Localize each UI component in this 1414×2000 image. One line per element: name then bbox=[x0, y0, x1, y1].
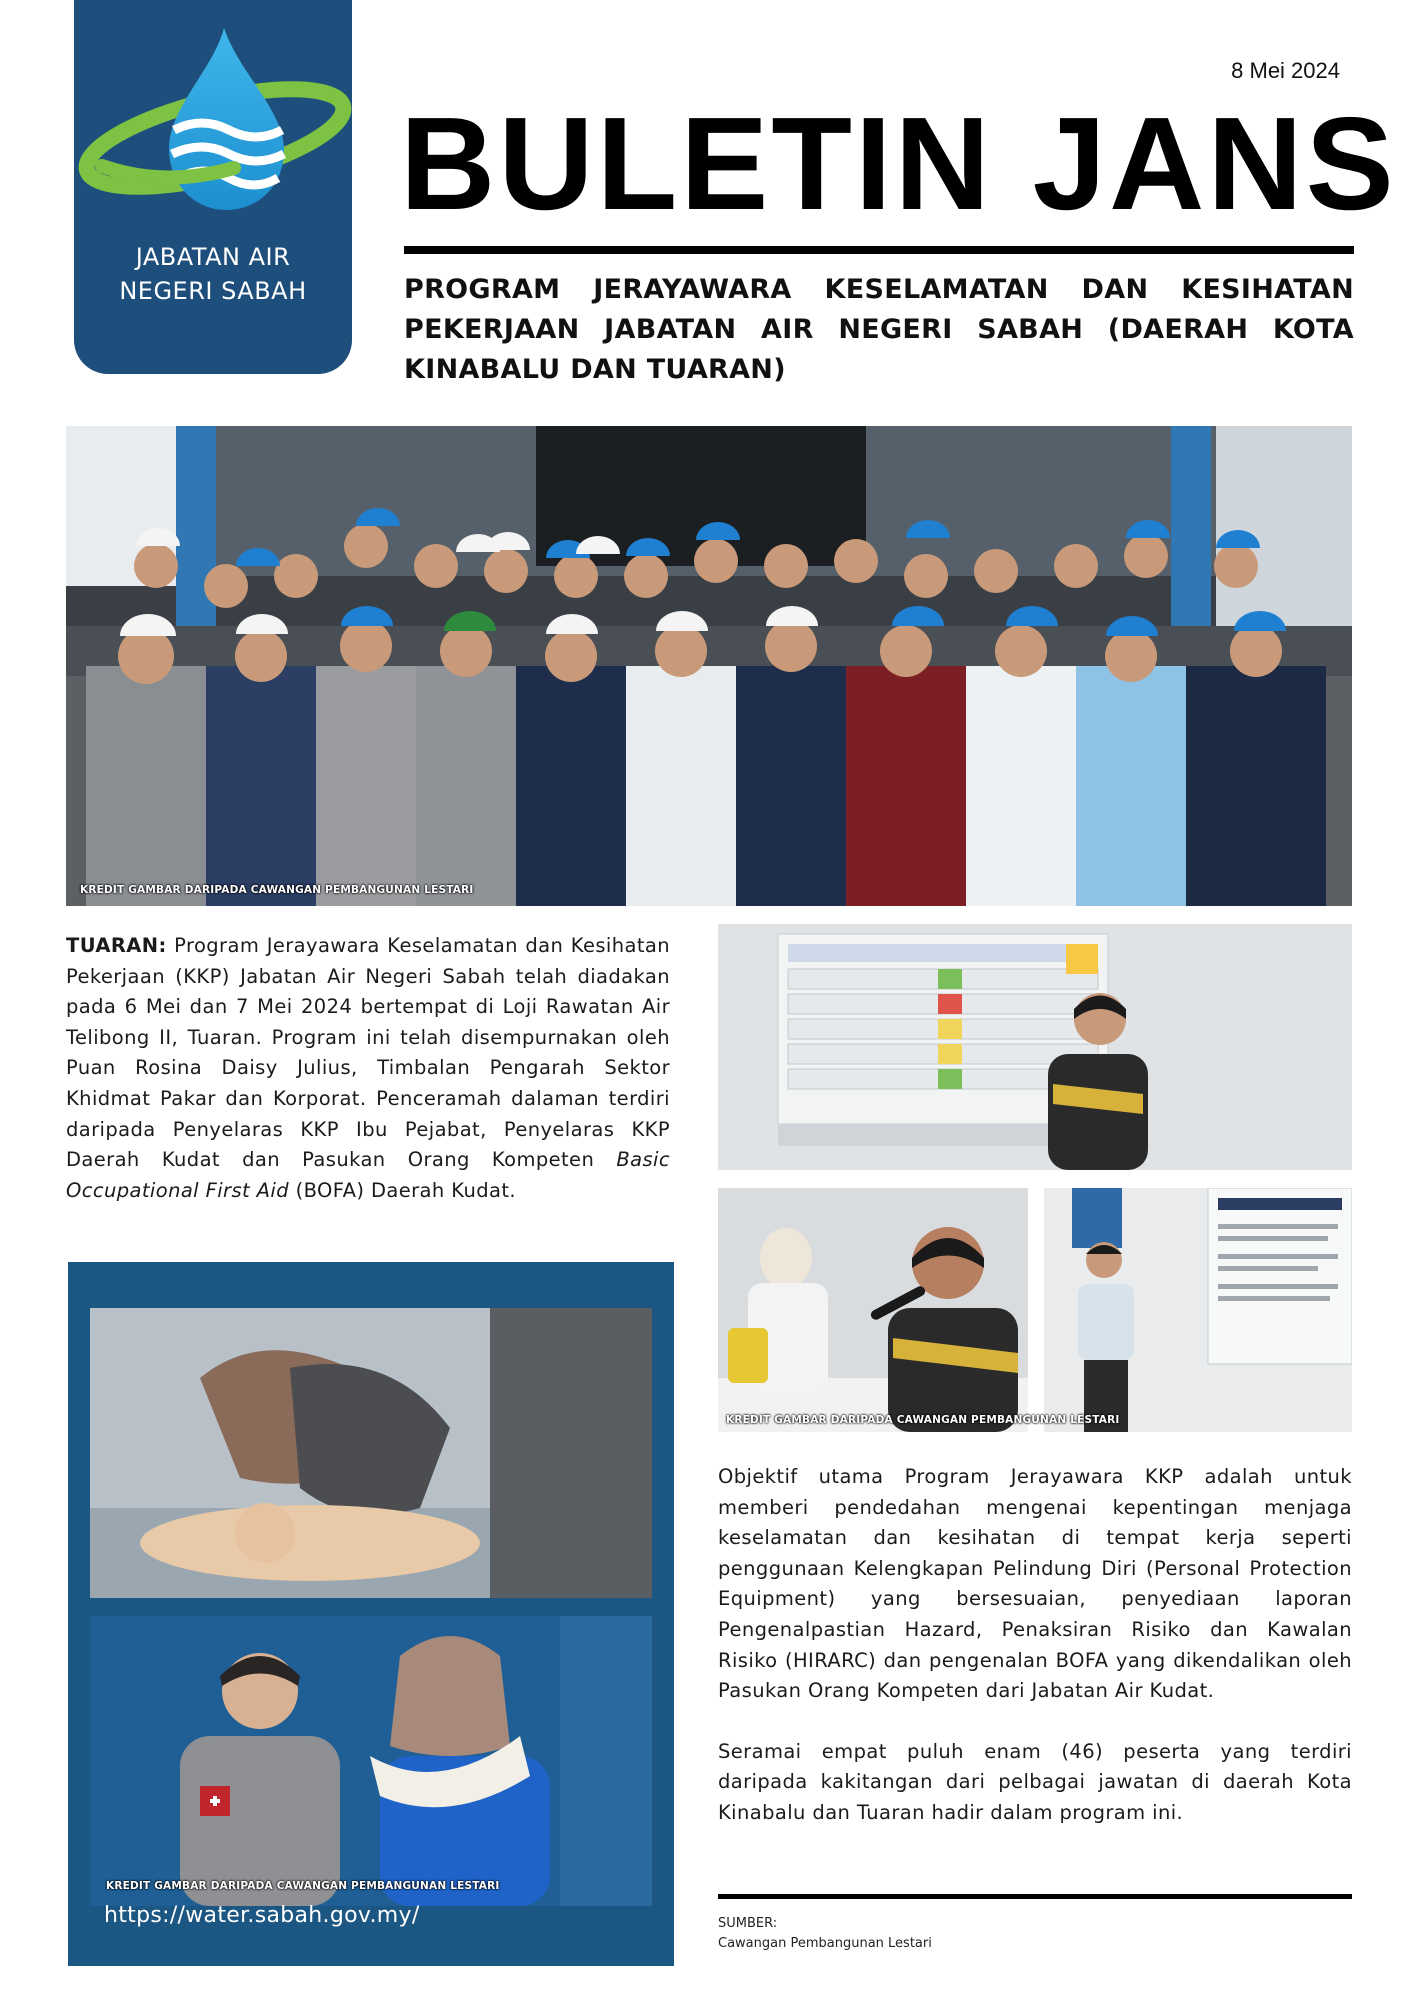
article-intro-text: Program Jerayawara Keselamatan dan Kesihatan Pekerjaan (KKP) Jabatan Air Negeri Sabah telah diadakan pada 6 Mei dan 7 Mei 2024 bertempat di Loji Rawatan Air Telibong II, Tuaran. Program ini telah disempurnakan oleh Puan Rosina Daisy Julius, Timbalan Pengarah Sektor Khidmat Pakar dan Korporat. Penceramah dalaman terdiri daripada Penyelaras KKP Ibu Pejabat, Penyelaras KKP Daerah Kudat dan Pasukan Orang Kompeten bbox=[66, 934, 670, 1172]
website-link[interactable]: https://water.sabah.gov.my/ bbox=[104, 1903, 420, 1928]
article-objective-paragraph: Objektif utama Program Jerayawara KKP adalah untuk memberi pendedahan mengenai kepentingan menjaga keselamatan dan kesihatan di tempat kerja seperti penggunaan Kelengkapan Pelindung Diri (Personal Protection Equipment) yang bersesuaian, penyediaan laporan Pengenalpastian Hazard, Penaksiran Risiko dan Kawalan Risiko (HIRARC) dan pengenalan BOFA yang dikendalikan oleh Pasukan Orang Kompeten dari Jabatan Air Kudat. bbox=[718, 1465, 1352, 1703]
water-drop-logo-icon bbox=[74, 18, 352, 238]
agency-logo bbox=[74, 0, 352, 374]
masthead-title: BULETIN JANS bbox=[400, 90, 1397, 237]
agency-name-line2: NEGERI SABAH bbox=[119, 277, 307, 305]
article-intro-text-end: (BOFA) Daerah Kudat. bbox=[289, 1178, 516, 1202]
article-headline: PROGRAM JERAYAWARA KESELAMATAN DAN KESIHATAN PEKERJAAN JABATAN AIR NEGERI SABAH (DAERAH KOTA KINABALU DAN TUARAN) bbox=[404, 274, 1354, 385]
source-divider bbox=[718, 1894, 1352, 1899]
group-photo bbox=[66, 426, 1352, 906]
article-intro bbox=[66, 931, 670, 1206]
source-value: Cawangan Pembangunan Lestari bbox=[718, 1936, 932, 1951]
bandage-training-photo bbox=[90, 1616, 652, 1906]
photo-credit: KREDIT GAMBAR DARIPADA CAWANGAN PEMBANGUNAN LESTARI bbox=[80, 884, 474, 896]
article-intro-italic: Basic Occupational First Aid bbox=[66, 1148, 670, 1202]
speaker-presentation-photo bbox=[718, 924, 1352, 1170]
masthead-divider bbox=[404, 246, 1354, 254]
agency-name bbox=[74, 240, 352, 308]
source-label: SUMBER: bbox=[718, 1916, 778, 1931]
issue-date: 8 Mei 2024 bbox=[1231, 58, 1340, 83]
photo-credit: KREDIT GAMBAR DARIPADA CAWANGAN PEMBANGUNAN LESTARI bbox=[106, 1880, 500, 1892]
agency-name-line1: JABATAN AIR bbox=[135, 243, 291, 271]
cpr-training-photo bbox=[90, 1308, 652, 1598]
article-body bbox=[718, 1462, 1352, 1859]
photo-credit: KREDIT GAMBAR DARIPADA CAWANGAN PEMBANGUNAN LESTARI bbox=[726, 1414, 1120, 1426]
article-participants-paragraph: Seramai empat puluh enam (46) peserta yang terdiri daripada kakitangan dari pelbagai jawatan di daerah Kota Kinabalu dan Tuaran hadir dalam program ini. bbox=[718, 1739, 1352, 1824]
presenter-slide-photo bbox=[1044, 1188, 1352, 1432]
article-dateline: TUARAN: bbox=[66, 934, 167, 957]
participant-microphone-photo bbox=[718, 1188, 1028, 1432]
